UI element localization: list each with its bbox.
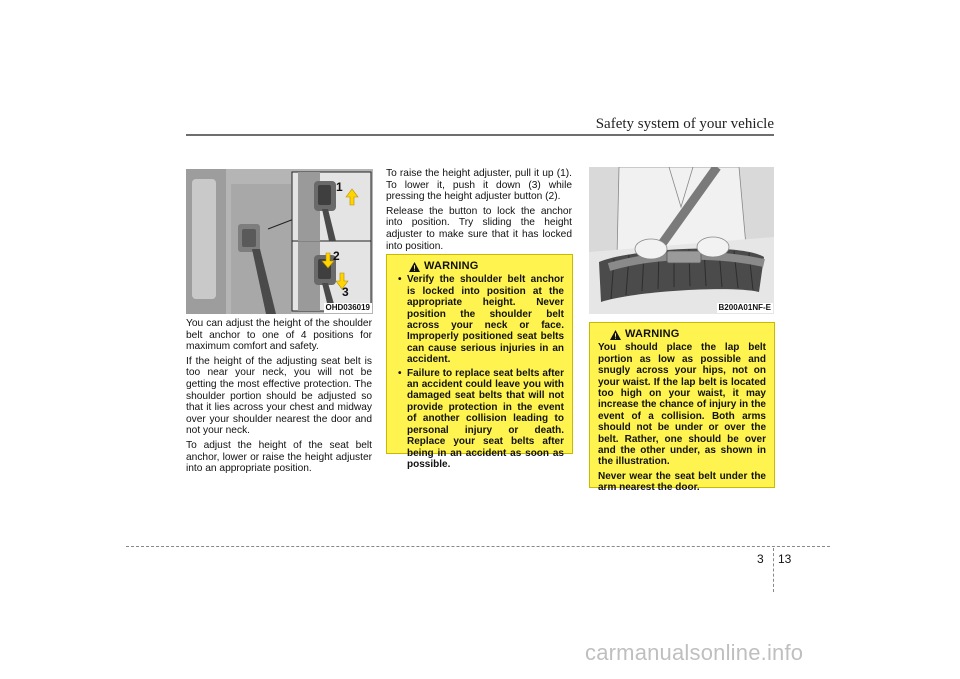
warning-paragraph: Never wear the seat belt under the arm nearest the door.	[598, 470, 766, 494]
warning-item: • Verify the shoulder belt anchor is locked into position at the appropriate height. Never position the shoulder belt across your neck or face. Improperly positioned seat belts can cause serious injuries in an accident.	[397, 274, 564, 365]
figure1-caption: OHD036019	[325, 303, 370, 312]
paragraph: To raise the height adjuster, pull it up (1). To lower it, push it down (3) while pressing the height adjuster button (2).	[386, 168, 572, 203]
watermark: carmanualsonline.info	[585, 640, 804, 665]
adjuster-label-1: 1	[336, 180, 343, 194]
header-rule	[186, 134, 774, 136]
warning-item: • Failure to replace seat belts after an accident could leave you with damaged seat belts that will not provide protection in the event of another collision leading to personal injury or death. Replace your seat belts after being in an accident as soon as possible.	[397, 368, 564, 471]
warning-header	[397, 261, 564, 272]
chapter-number: 3	[757, 552, 764, 566]
paragraph: To adjust the height of the seat belt anchor, lower or raise the height adjuster into an appropriate position.	[186, 439, 372, 475]
footer-rule	[126, 546, 830, 547]
warning-paragraph: You should place the lap belt portion as low as possible and snugly across your hips, not on your waist. If the lap belt is located too high on your waist, it may increase the chance of injury in the event of a collision. Both arms should not be under or over the belt. Rather, one should be over and the other under, as shown in the illustration.	[598, 342, 766, 468]
adjuster-label-3: 3	[342, 285, 349, 299]
adjuster-label-2: 2	[333, 249, 340, 263]
shoulder-belt-warning-box	[386, 254, 573, 470]
lap-belt-illustration	[589, 167, 774, 314]
page-number-separator	[773, 548, 774, 592]
paragraph: You can adjust the height of the shoulder belt anchor to one of 4 positions for maximum comfort and safety.	[186, 318, 372, 353]
warning-header	[598, 329, 766, 340]
column-2-text	[386, 168, 572, 255]
warning-title: WARNING	[424, 260, 479, 272]
warning-triangle-icon	[610, 330, 621, 340]
column-1-text	[186, 318, 372, 478]
lap-belt-warning-box	[589, 322, 775, 494]
warning-triangle-icon	[409, 262, 420, 272]
warning-list	[397, 274, 564, 470]
warning-title: WARNING	[625, 328, 680, 340]
page-header-title: Safety system of your vehicle	[595, 116, 774, 132]
height-adjuster-figure	[186, 169, 373, 314]
page-number: 13	[778, 552, 792, 566]
lap-belt-figure	[589, 167, 774, 314]
paragraph: If the height of the adjusting seat belt is too near your neck, you will not be getting the most effective protection. The shoulder portion should be adjusted so that it lies across your chest and midway over your shoulder nearest the door and not your neck.	[186, 355, 372, 437]
figure2-caption: B200A01NF-E	[718, 303, 771, 312]
paragraph: Release the button to lock the anchor into position. Try sliding the height adjuster to make sure that it has locked into position.	[386, 205, 572, 252]
